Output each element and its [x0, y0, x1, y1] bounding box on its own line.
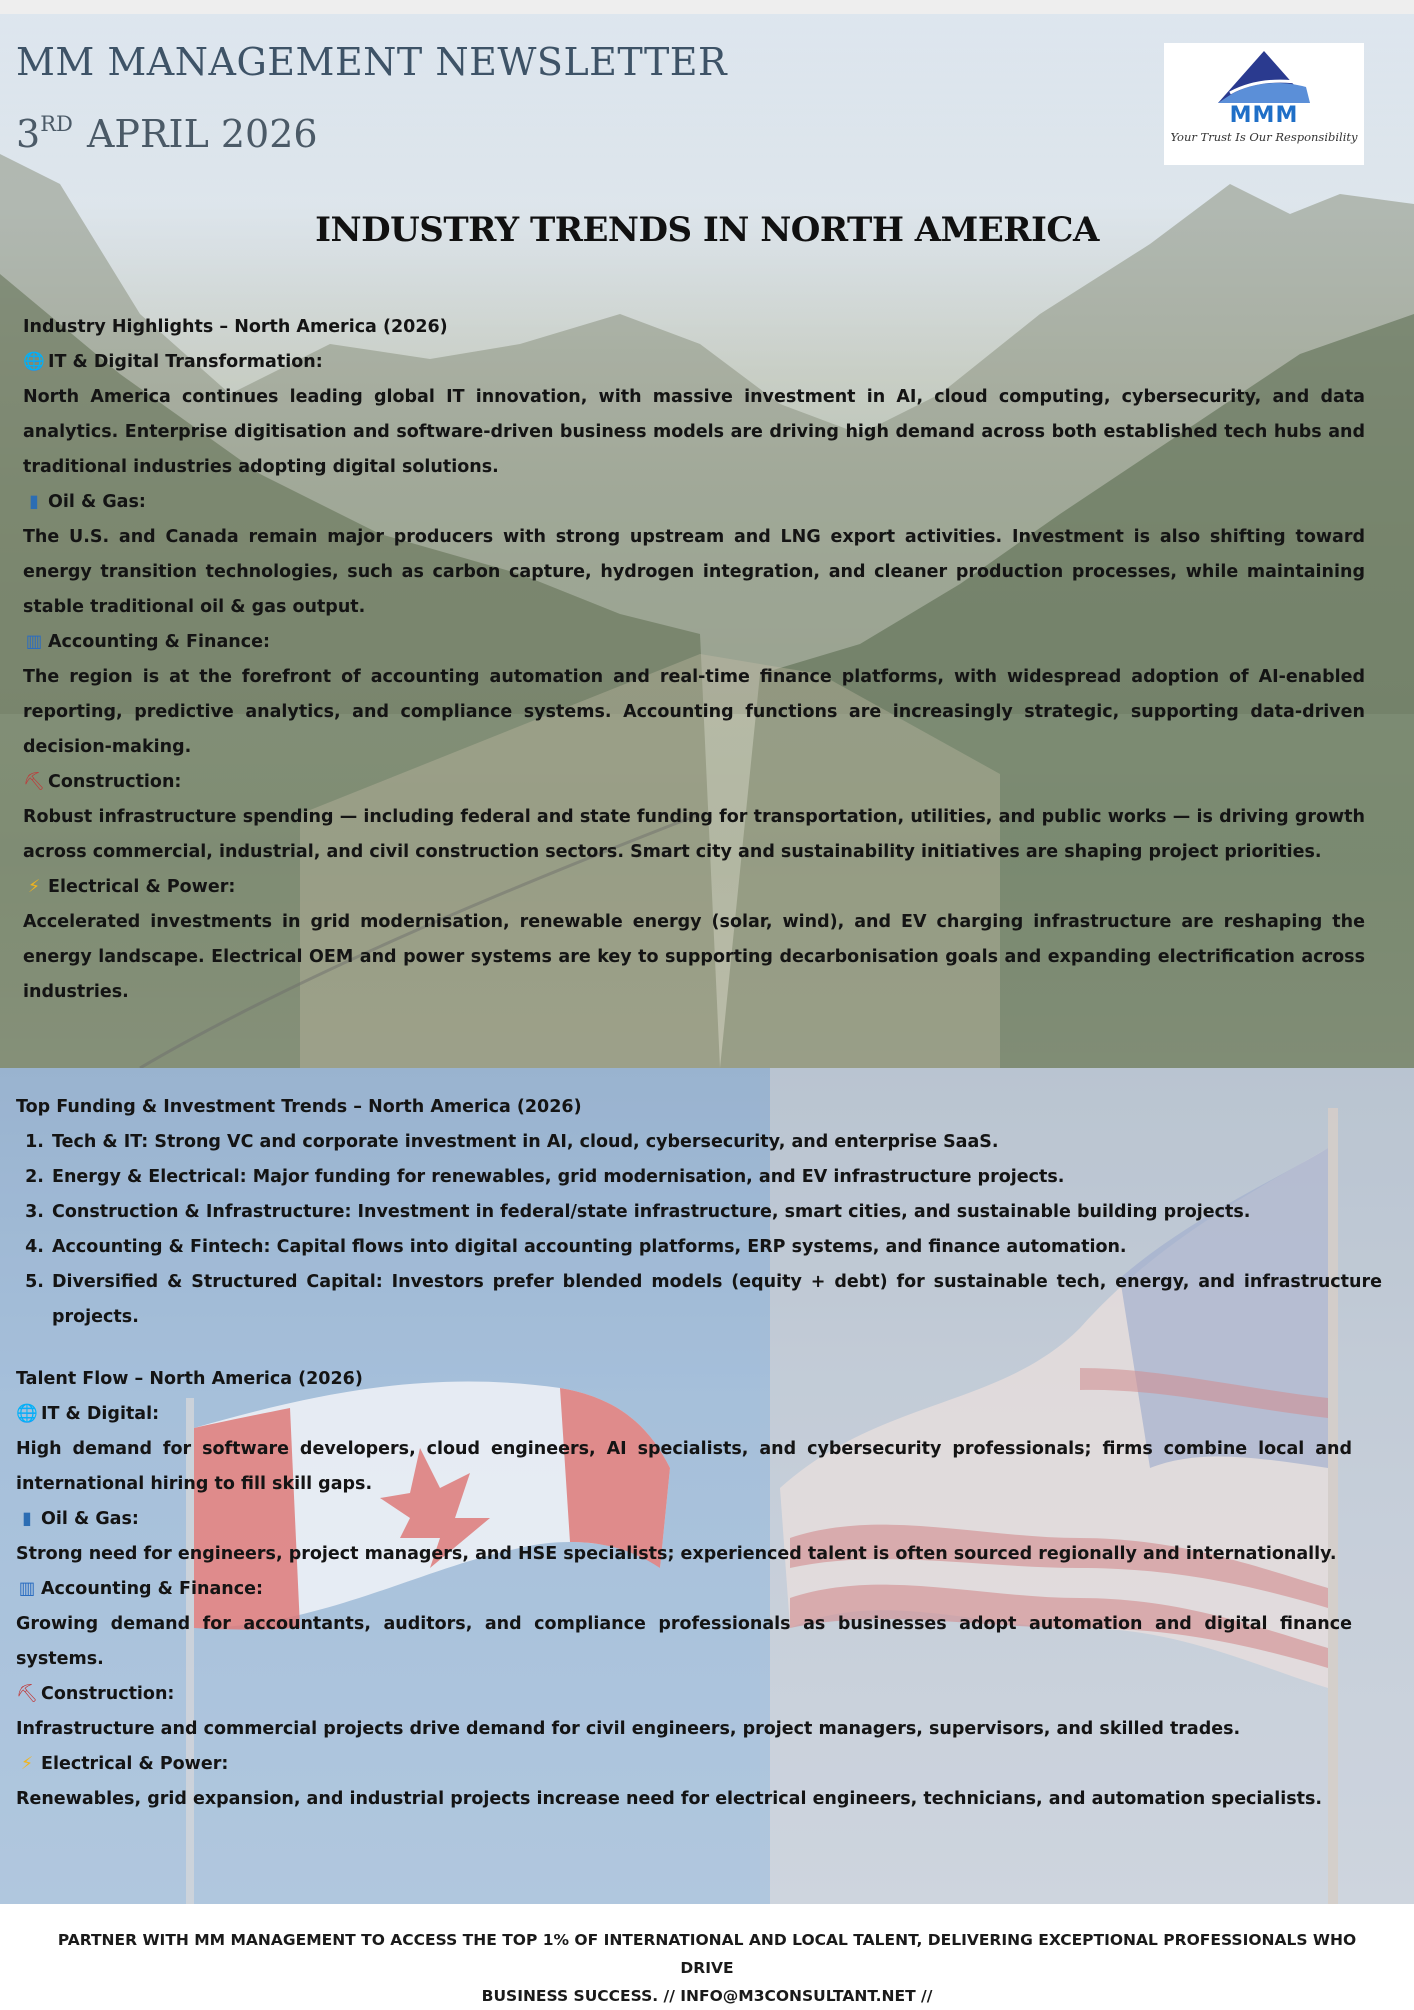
highlight-category: [23, 765, 1365, 800]
date-day: 3: [16, 112, 41, 156]
highlight-body: The region is at the forefront of accounting automation and real-time finance platforms, with widespread adoption of AI-enabled reporting, predictive analytics, and compliance systems. Accounting functions are increasingly strategic, supporting data-driven decision-making.: [23, 667, 1365, 757]
newsletter-date: [16, 112, 318, 156]
highlight-body: Robust infrastructure spending — including federal and state funding for transportation, utilities, and public works — is driving growth across commercial, industrial, and civil construction sectors. Smart city and sustainability initiatives are shaping project priorities.: [23, 807, 1365, 862]
talent-body: Strong need for engineers, project managers, and HSE specialists; experienced talent is often sourced regionally and internationally.: [16, 1544, 1337, 1564]
highlight-body: The U.S. and Canada remain major producers with strong upstream and LNG export activities. Investment is also shifting toward energy transition technologies, such as carbon capture, hydrogen integration, and cleaner production processes, while maintaining stable traditional oil & gas output.: [23, 527, 1365, 617]
bar-chart-icon: ▥: [25, 632, 43, 652]
funding-item: 2. Energy & Electrical: Major funding for renewables, grid modernisation, and EV infrastructure projects.: [50, 1160, 1382, 1195]
funding-heading: Top Funding & Investment Trends – North America (2026): [16, 1097, 582, 1117]
talent-category: [16, 1572, 1352, 1607]
top-strip: [0, 0, 1414, 14]
highlights-heading: Industry Highlights – North America (2026): [23, 317, 448, 337]
highlight-body: Accelerated investments in grid modernisation, renewable energy (solar, wind), and EV charging infrastructure are reshaping the energy landscape. Electrical OEM and power systems are key to supporting decarbonisation goals and expanding electrification across industries.: [23, 912, 1365, 1002]
funding-trends-section: [16, 1090, 1382, 1335]
footer-text: [30, 1926, 1384, 2010]
bar-chart-icon: ▥: [18, 1579, 36, 1599]
lightning-icon: ⚡: [27, 877, 41, 897]
talent-title: Construction:: [41, 1684, 175, 1704]
globe-icon: 🌐: [16, 1404, 38, 1424]
talent-category: [16, 1502, 1352, 1537]
highlight-title: Construction:: [48, 772, 182, 792]
highlight-category: [23, 485, 1365, 520]
date-suffix: RD: [40, 112, 73, 136]
talent-body: Growing demand for accountants, auditors, and compliance professionals as businesses adopt automation and digital finance systems.: [16, 1614, 1352, 1669]
industry-highlights-section: [23, 310, 1365, 1010]
talent-body: Renewables, grid expansion, and industrial projects increase need for electrical engineers, technicians, and automation specialists.: [16, 1789, 1323, 1809]
crane-icon: ⛏: [23, 772, 46, 792]
talent-body: High demand for software developers, cloud engineers, AI specialists, and cybersecurity professionals; firms combine local and international hiring to fill skill gaps.: [16, 1439, 1352, 1494]
funding-item: 4. Accounting & Fintech: Capital flows into digital accounting platforms, ERP systems, and finance automation.: [50, 1230, 1382, 1265]
logo-triangle-icon: [1216, 49, 1312, 105]
talent-body: Infrastructure and commercial projects drive demand for civil engineers, project managers, supervisors, and skilled trades.: [16, 1719, 1241, 1739]
highlight-title: IT & Digital Transformation:: [48, 352, 323, 372]
funding-list: [16, 1125, 1382, 1335]
talent-category: [16, 1747, 1352, 1782]
crane-icon: ⛏: [16, 1684, 39, 1704]
talent-title: IT & Digital:: [41, 1404, 160, 1424]
newsletter-title: MM MANAGEMENT NEWSLETTER: [16, 40, 728, 84]
logo-tagline: Your Trust Is Our Responsibility: [1170, 130, 1358, 144]
talent-category: [16, 1677, 1352, 1712]
footer-line-1: PARTNER WITH MM MANAGEMENT TO ACCESS THE TOP 1% OF INTERNATIONAL AND LOCAL TALENT, DELIVERING EXCEPTIONAL PROFESSIONALS WHO DRIVE: [57, 1931, 1357, 1977]
highlight-title: Accounting & Finance:: [48, 632, 270, 652]
oil-barrel-icon: ▮: [22, 1509, 32, 1529]
talent-title: Accounting & Finance:: [41, 1579, 263, 1599]
talent-flow-section: [16, 1362, 1352, 1817]
highlight-category: [23, 625, 1365, 660]
highlight-category: [23, 870, 1365, 905]
talent-category: [16, 1397, 1352, 1432]
oil-barrel-icon: ▮: [29, 492, 39, 512]
funding-item: 1. Tech & IT: Strong VC and corporate investment in AI, cloud, cybersecurity, and enterprise SaaS.: [50, 1125, 1382, 1160]
funding-item: 5. Diversified & Structured Capital: Investors prefer blended models (equity + debt) for sustainable tech, energy, and infrastructure projects.: [50, 1265, 1382, 1335]
logo-name: MMM: [1229, 103, 1299, 128]
talent-title: Oil & Gas:: [41, 1509, 139, 1529]
highlight-title: Oil & Gas:: [48, 492, 146, 512]
company-logo: [1164, 43, 1364, 165]
talent-heading: Talent Flow – North America (2026): [16, 1369, 363, 1389]
highlight-body: North America continues leading global IT innovation, with massive investment in AI, cloud computing, cybersecurity, and data analytics. Enterprise digitisation and software-driven business models are driving high demand across both established tech hubs and traditional industries adopting digital solutions.: [23, 387, 1365, 477]
talent-title: Electrical & Power:: [41, 1754, 229, 1774]
funding-item: 3. Construction & Infrastructure: Investment in federal/state infrastructure, smart cities, and sustainable building projects.: [50, 1195, 1382, 1230]
footer-line-2: BUSINESS SUCCESS. // INFO@M3CONSULTANT.NET //: [481, 1987, 933, 2005]
footer: [0, 1904, 1414, 2005]
date-month-year: APRIL 2026: [86, 112, 318, 156]
globe-icon: 🌐: [23, 352, 45, 372]
lightning-icon: ⚡: [20, 1754, 34, 1774]
highlight-title: Electrical & Power:: [48, 877, 236, 897]
main-heading: INDUSTRY TRENDS IN NORTH AMERICA: [315, 210, 1099, 250]
highlight-category: [23, 345, 1365, 380]
